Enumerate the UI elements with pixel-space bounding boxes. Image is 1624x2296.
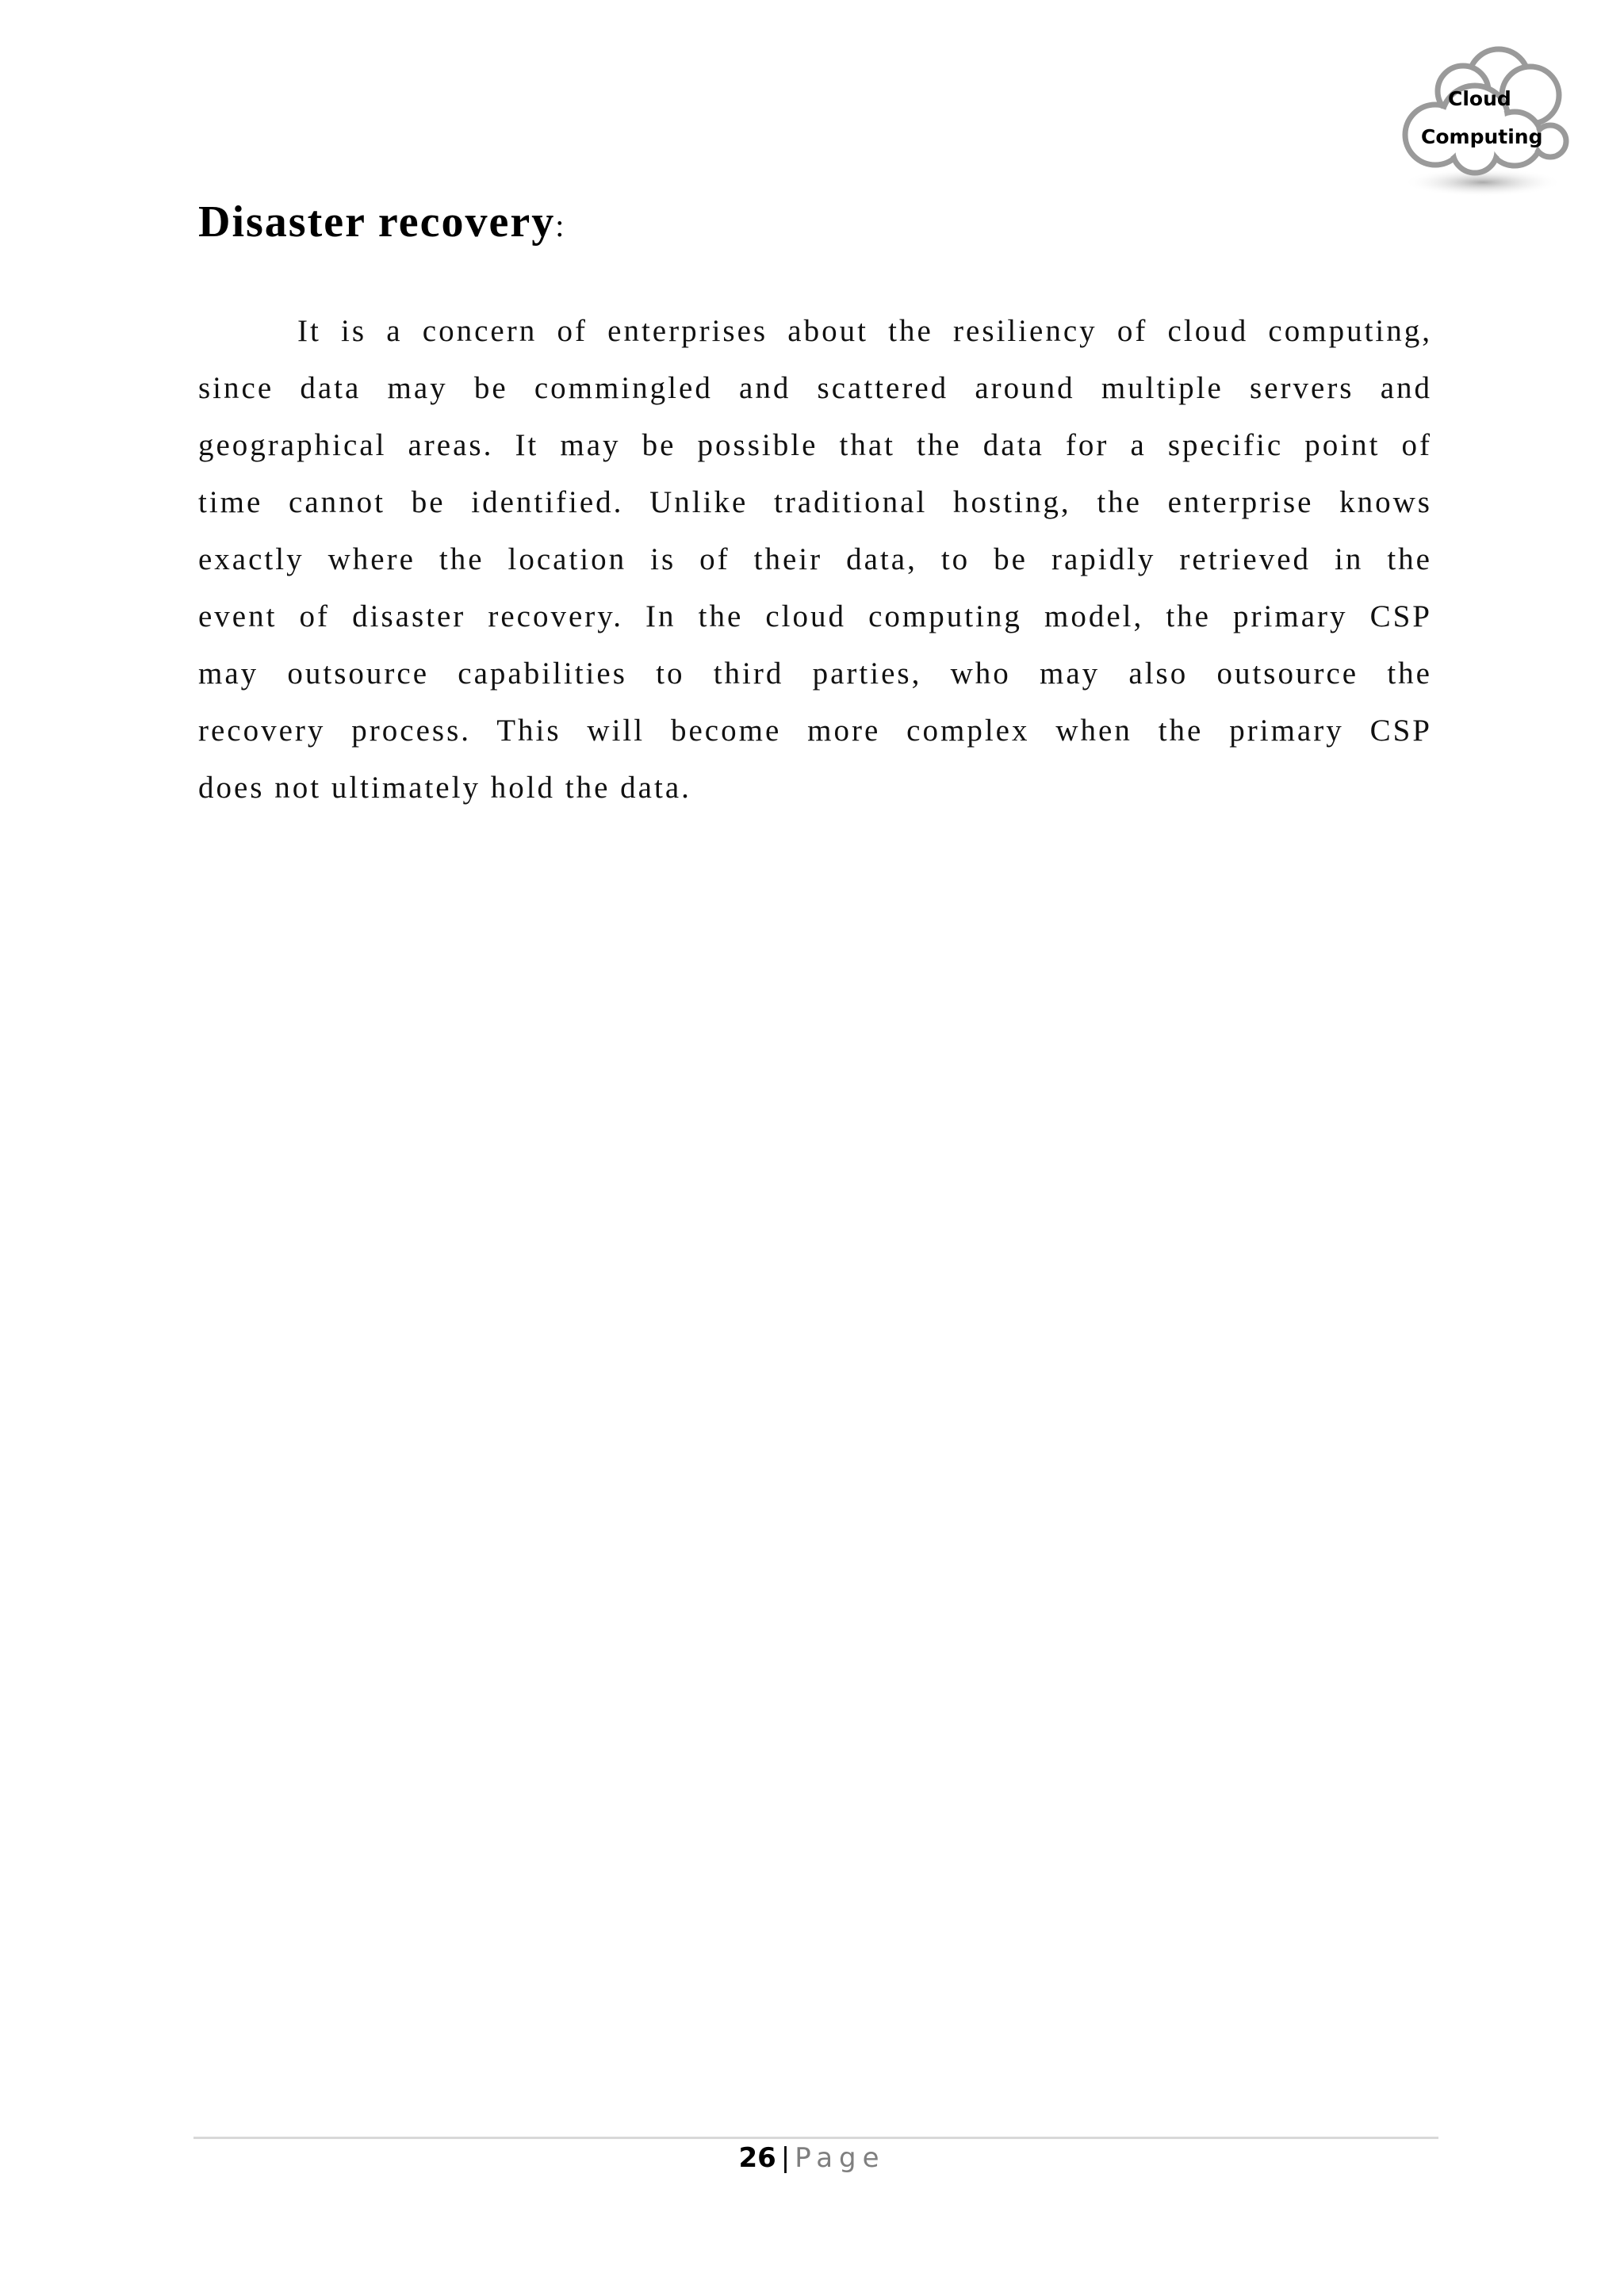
cloud-computing-logo: [1388, 24, 1578, 198]
paragraph-line: event of disaster recovery. In the cloud computing model, the primary CSP: [198, 599, 1432, 633]
body-paragraph: [198, 309, 1432, 823]
footer-divider: [193, 2137, 1438, 2139]
cloud-icon: [1388, 24, 1578, 198]
paragraph-line: since data may be commingled and scattered around multiple servers and: [198, 371, 1432, 405]
paragraph-line: recovery process. This will become more complex when the primary CSP: [198, 714, 1432, 748]
paragraph-line: may outsource capabilities to third parties, who may also outsource the: [198, 656, 1432, 691]
section-heading: [198, 197, 565, 247]
paragraph-line: geographical areas. It may be possible that the data for a specific point of: [198, 428, 1432, 462]
paragraph-line: It is a concern of enterprises about the resiliency of cloud computing,: [297, 314, 1432, 348]
page-number: 26: [738, 2142, 776, 2174]
paragraph-line: exactly where the location is of their data, to be rapidly retrieved in the: [198, 542, 1432, 576]
logo-text-line2: Computing: [1421, 125, 1543, 148]
page-footer: [0, 2142, 1624, 2174]
paragraph-line: time cannot be identified. Unlike traditional hosting, the enterprise knows: [198, 485, 1432, 519]
heading-text: Disaster recovery: [198, 197, 556, 247]
heading-colon: :: [555, 208, 566, 243]
footer-separator: |: [780, 2142, 791, 2174]
logo-text-line1: Cloud: [1448, 87, 1511, 110]
page-label: Page: [795, 2142, 886, 2174]
paragraph-line: does not ultimately hold the data.: [198, 771, 691, 805]
